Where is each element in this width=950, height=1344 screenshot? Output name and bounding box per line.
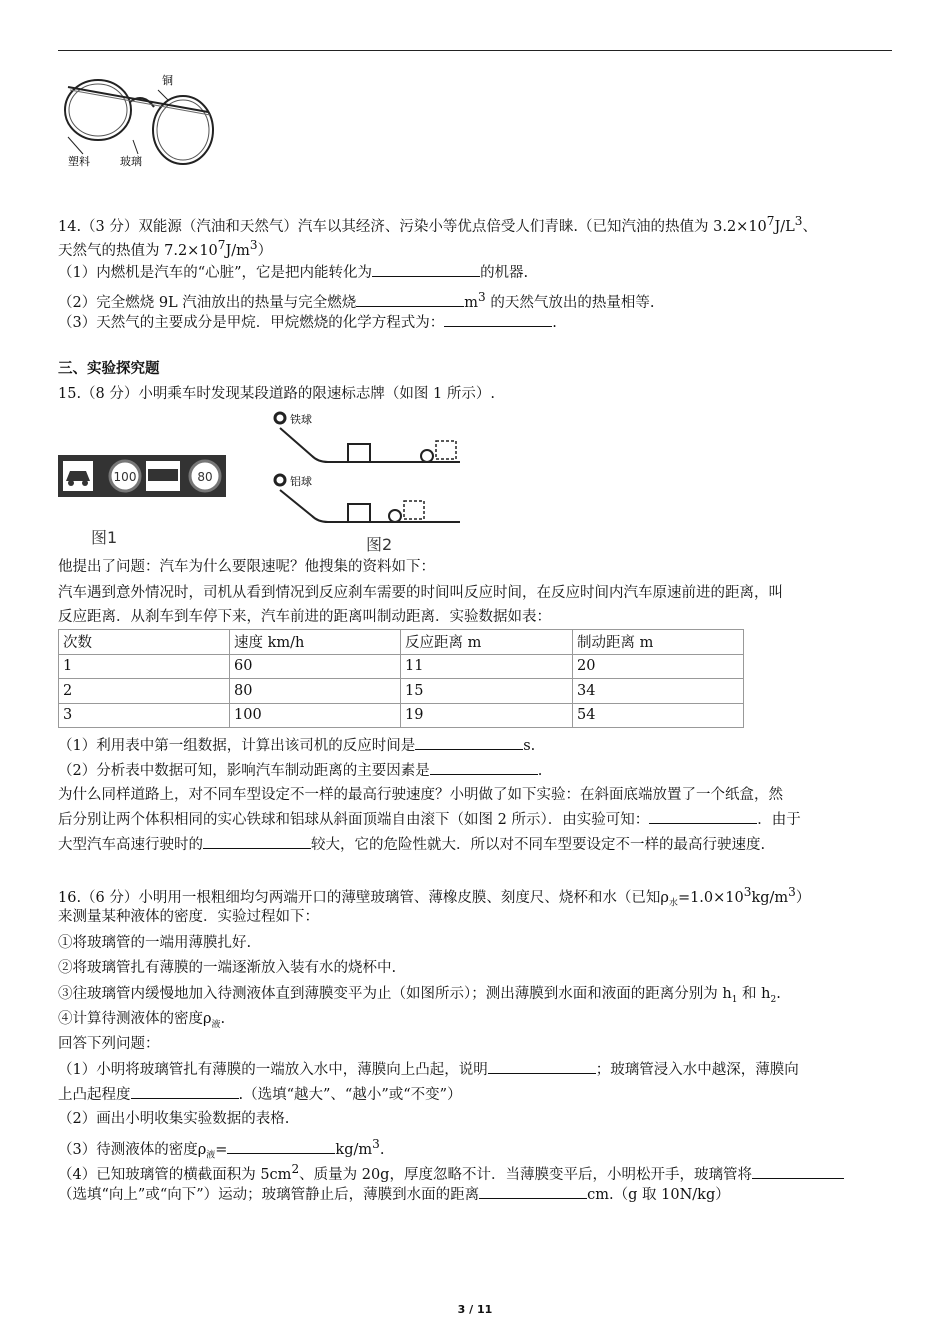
table-row (59, 703, 744, 728)
table-cell: 3 (59, 703, 230, 728)
table-header-cell: 制动距离 m (573, 630, 744, 655)
q14-stem-2: 天然气的热值为 $7.2\times 10^7J/m^3$） (58, 238, 273, 259)
answer-blank[interactable] (649, 809, 757, 824)
q15-intro: 他提出了问题：汽车为什么要限速呢？他搜集的资料如下： (58, 559, 435, 575)
glasses-figure (58, 62, 238, 182)
answer-blank[interactable] (131, 1084, 239, 1099)
table-cell: 34 (573, 679, 744, 704)
answer-blank[interactable] (415, 735, 523, 750)
table-header-cell: 反应距离 m (401, 630, 573, 655)
speed-limit-bus: 80 (197, 470, 213, 484)
q16-part1-line2: 上凸起程度 .（选填“越大”、“越小”或“不变”） (58, 1084, 462, 1105)
figure-2-caption: 图2 (366, 535, 393, 554)
table-cell: 1 (59, 654, 230, 679)
section-title: 三、实验探究题 (58, 360, 160, 377)
answer-blank[interactable] (444, 312, 552, 327)
q16-answer-intro: 回答下列问题： (58, 1036, 160, 1052)
answer-blank[interactable] (752, 1164, 844, 1179)
q15-part3-line3: 大型汽车高速行驶时的 较大，它的危险性就大．所以对不同车型要设定不一样的最高行驶速度. (58, 834, 765, 855)
table-cell: 2 (59, 679, 230, 704)
label-plastic: 塑料 (68, 155, 90, 168)
figure-1-caption: 图1 (91, 528, 118, 547)
q14-stem: 14.（3 分）双能源（汽油和天然气）汽车以其经济、污染小等优点倍受人们青睐.（已知汽油的热值为 $3.2\times 10^7J/L^3$、 (58, 214, 817, 235)
q16-step4: ④计算待测液体的密度$\rho_液$. (58, 1011, 226, 1030)
table-header-row (59, 630, 744, 655)
header-rule (58, 50, 892, 51)
q16-part4: （4）已知玻璃管的横截面积为 $5cm^2$、质量为 20g，厚度忽略不计．当薄膜变平后，小明松开手，玻璃管将 (58, 1159, 844, 1185)
q15-para2: 反应距离．从刹车到车停下来，汽车前进的距离叫制动距离．实验数据如表： (58, 609, 551, 625)
answer-blank[interactable] (203, 834, 311, 849)
answer-blank[interactable] (488, 1059, 596, 1074)
q15-part3-line2: 后分别让两个体积相同的实心铁球和铝球从斜面顶端自由滚下（如图 2 所示）．由实验可知： ．由于 (58, 809, 801, 830)
table-cell: 100 (230, 703, 401, 728)
q16-part4-line2: （选填“向上”或“向下”）运动；玻璃管静止后，薄膜到水面的距离 cm.（g 取 10N/kg） (58, 1184, 730, 1205)
q15-part1: （1）利用表中第一组数据，计算出该司机的反应时间是 s. (58, 735, 535, 756)
q14-part1: （1）内燃机是汽车的“心脏”，它是把内能转化为 的机器. (58, 262, 528, 283)
q15-part3-line1: 为什么同样道路上，对不同车型设定不一样的最高行驶速度？小明做了如下实验：在斜面底端放置了一个纸盒，然 (58, 787, 783, 803)
q15-stem: 15.（8 分）小明乘车时发现某段道路的限速标志牌（如图 1 所示）. (58, 386, 495, 402)
table-cell: 80 (230, 679, 401, 704)
table-header-cell: 速度 km/h (230, 630, 401, 655)
data-table (58, 629, 744, 728)
q14-part2: （2）完全燃烧 9L 汽油放出的热量与完全燃烧 $m^3$ 的天然气放出的热量相等. (58, 290, 655, 311)
q16-part3: （3）待测液体的密度$\rho_液= kg/m^3$. (58, 1137, 385, 1161)
label-copper: 铜 (162, 74, 173, 87)
table-row (59, 679, 744, 704)
q16-stem-2: 来测量某种液体的密度．实验过程如下： (58, 909, 319, 925)
q15-part2: （2）分析表中数据可知，影响汽车制动距离的主要因素是 . (58, 760, 542, 781)
aluminum-ball-label: 铝球 (290, 475, 312, 488)
speed-limit-car: 100 (113, 470, 137, 484)
answer-blank[interactable] (479, 1184, 587, 1199)
q15-para1: 汽车遇到意外情况时，司机从看到情况到反应刹车需要的时间叫反应时间，在反应时间内汽车原速前进的距离，叫 (58, 585, 783, 601)
q16-step3: ③往玻璃管内缓慢地加入待测液体直到薄膜变平为止（如图所示）；测出薄膜到水面和液面的距离分别为 $h_1$ 和 $h_2$. (58, 986, 781, 1005)
table-row (59, 654, 744, 679)
table-header-cell: 次数 (59, 630, 230, 655)
answer-blank[interactable] (227, 1139, 335, 1154)
label-glass: 玻璃 (120, 155, 142, 168)
iron-ball-label: 铁球 (290, 413, 312, 426)
figure-1-speed-signs (58, 455, 233, 555)
q14-part3: （3）天然气的主要成分是甲烷．甲烷燃烧的化学方程式为： . (58, 312, 557, 333)
q16-step2: ②将玻璃管扎有薄膜的一端逐渐放入装有水的烧杯中. (58, 960, 397, 976)
answer-blank[interactable] (372, 262, 480, 277)
page-number: 3 / 11 (457, 1303, 493, 1316)
table-cell: 15 (401, 679, 573, 704)
q16-part2: （2）画出小明收集实验数据的表格. (58, 1111, 290, 1127)
q16-part1: （1）小明将玻璃管扎有薄膜的一端放入水中，薄膜向上凸起，说明 ；玻璃管浸入水中越深，薄膜向 (58, 1059, 799, 1080)
table-cell: 54 (573, 703, 744, 728)
q16-stem: 16.（6 分）小明用一根粗细均匀两端开口的薄壁玻璃管、薄橡皮膜、刻度尺、烧杯和水（已知$\rho_水=1.0\times 10^3kg/m^3$） (58, 885, 811, 909)
q16-step1: ①将玻璃管的一端用薄膜扎好. (58, 935, 252, 951)
answer-blank[interactable] (356, 292, 464, 307)
answer-blank[interactable] (430, 760, 538, 775)
figure-2-ramp (270, 408, 465, 556)
table-cell: 20 (573, 654, 744, 679)
table-cell: 19 (401, 703, 573, 728)
table-cell: 11 (401, 654, 573, 679)
table-cell: 60 (230, 654, 401, 679)
